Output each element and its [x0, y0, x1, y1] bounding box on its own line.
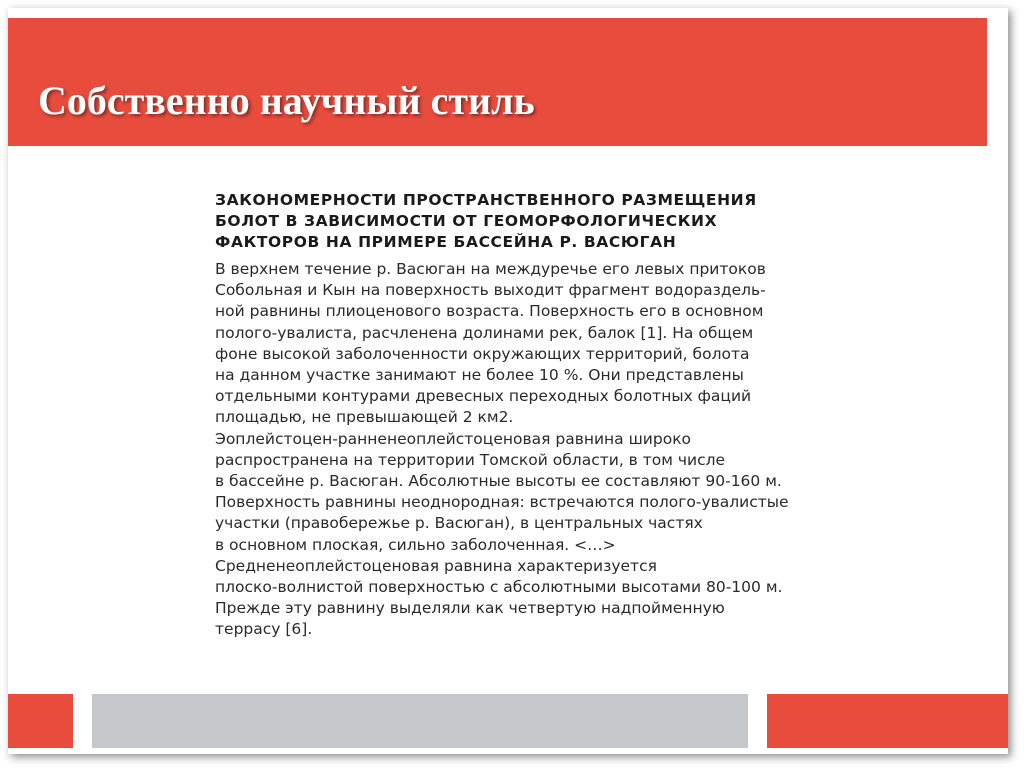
article-body-line: ной равнины плиоценового возраста. Поверхность его в основном	[215, 302, 764, 321]
article-body-line: распространена на территории Томской области, в том числе	[215, 450, 726, 469]
article-content	[215, 190, 835, 641]
article-body-line: Средненеоплейстоценовая равнина характеризуется	[215, 556, 657, 575]
article-heading-line: ЗАКОНОМЕРНОСТИ ПРОСТРАНСТВЕННОГО РАЗМЕЩЕНИЯ	[215, 191, 757, 209]
article-body-line: участки (правобережье р. Васюган), в центральных частях	[215, 514, 703, 533]
article-heading-line: БОЛОТ В ЗАВИСИМОСТИ ОТ ГЕОМОРФОЛОГИЧЕСКИХ	[215, 212, 718, 230]
article-body	[215, 259, 835, 641]
article-body-line: площадью, не превышающей 2 км2.	[215, 408, 514, 427]
article-body-line: отдельными контурами древесных переходных болотных фаций	[215, 387, 752, 406]
article-body-line: фоне высокой заболоченности окружающих территорий, болота	[215, 344, 750, 363]
article-body-line: в бассейне р. Васюган. Абсолютные высоты ее составляют 90-160 м.	[215, 472, 782, 491]
article-heading	[215, 190, 835, 253]
article-body-line: Эоплейстоцен-ранненеоплейстоценовая равнина широко	[215, 429, 692, 448]
article-body-line: В верхнем течение р. Васюган на междуречье его левых притоков	[215, 260, 766, 278]
article-body-line: плоско-волнистой поверхностью с абсолютными высотами 80-100 м.	[215, 578, 783, 597]
slide	[8, 8, 1008, 754]
footer-accent-right	[767, 694, 1008, 748]
article-body-line: Собольная и Кын на поверхность выходит фрагмент водораздель-	[215, 281, 766, 300]
footer-bar	[92, 694, 748, 748]
article-body-line: на данном участке занимают не более 10 %. Они представлены	[215, 366, 744, 385]
article-body-line: в основном плоская, сильно заболоченная. <…>	[215, 535, 616, 554]
article-body-line: террасу [6].	[215, 620, 313, 639]
article-body-line: Прежде эту равнину выделяли как четвертую надпойменную	[215, 599, 725, 618]
footer-accent-left	[8, 694, 73, 748]
article-body-line: Поверхность равнины неоднородная: встречаются полого-увалистые	[215, 493, 789, 512]
article-heading-line: ФАКТОРОВ НА ПРИМЕРЕ БАССЕЙНА Р. ВАСЮГАН	[215, 233, 677, 251]
slide-title: Собственно научный стиль	[38, 78, 535, 123]
article-body-line: полого-увалиста, расчленена долинами рек, балок [1]. На общем	[215, 323, 754, 342]
